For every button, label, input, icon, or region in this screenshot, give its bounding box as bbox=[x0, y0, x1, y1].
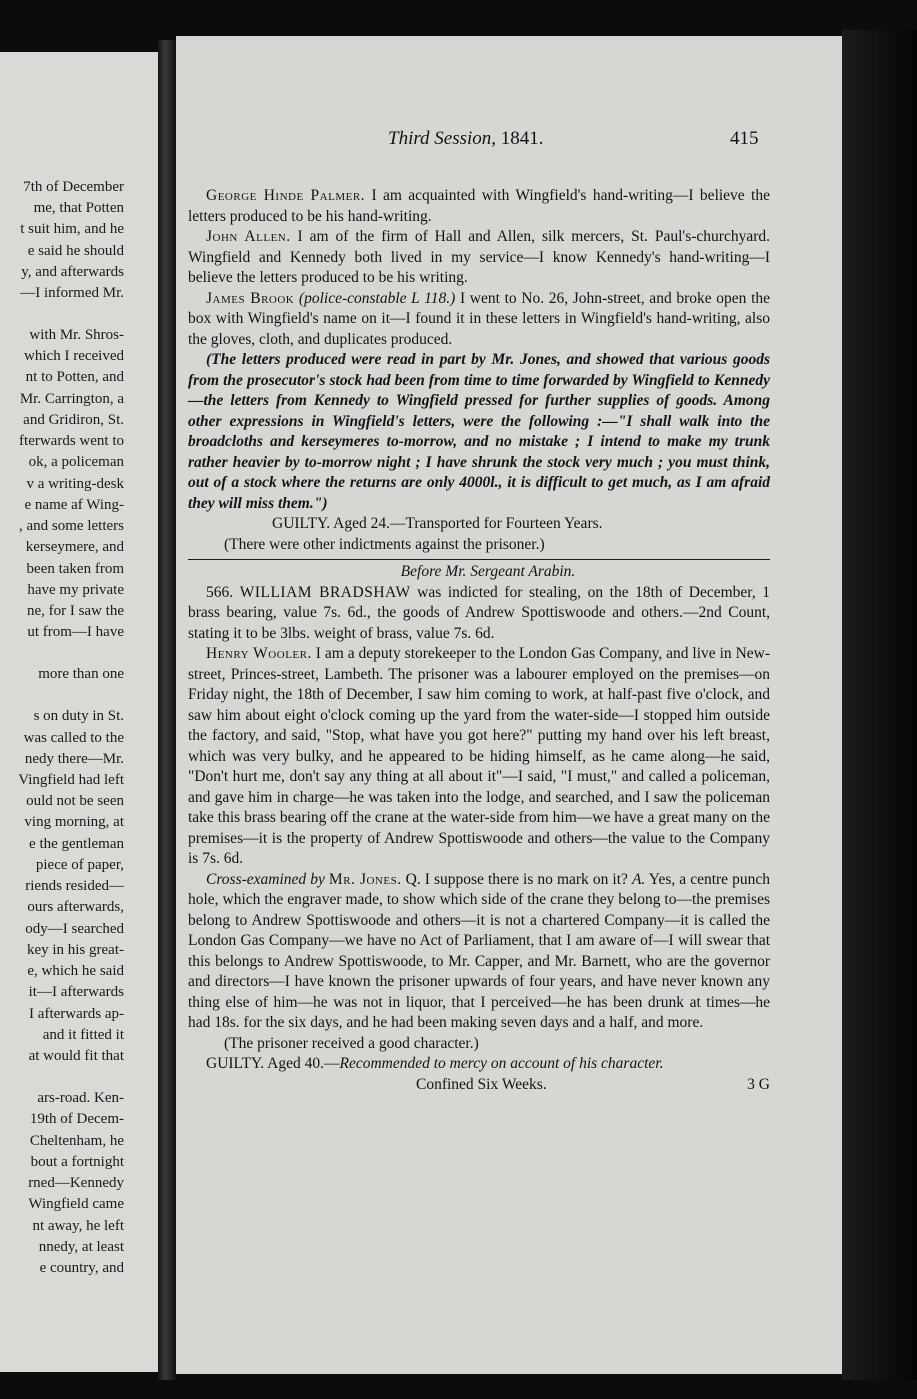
left-page-line: t suit him, and he bbox=[20, 221, 124, 237]
left-page-line: Cheltenham, he bbox=[29, 1133, 124, 1149]
case-indictment: 566. WILLIAM BRADSHAW was indicted for stealing, on the 18th of December, 1 brass bearing, value 7s. 6d., the goods of Andrew Spottiswoode and others.—2nd Count, stating it to be 3lbs. weight of brass, value 7s. 6d. bbox=[188, 583, 771, 642]
left-page-line: nnedy, at least bbox=[38, 1239, 124, 1255]
left-page-line: , and some letters bbox=[19, 518, 124, 534]
sentence-bradshaw: Confined Six Weeks. 3 G bbox=[188, 1075, 770, 1096]
verdict-wingfield: GUILTY. Aged 24.—Transported for Fourteen Years. bbox=[272, 515, 603, 532]
left-page-line: nt away, he left bbox=[32, 1218, 124, 1234]
left-page-line: it—I afterwards bbox=[28, 984, 124, 1000]
session-title: Third Session, 1841. bbox=[388, 128, 544, 149]
left-page-line: fterwards went to bbox=[19, 433, 124, 449]
left-page-line: ving morning, at bbox=[24, 814, 124, 830]
left-page-line: ok, a policeman bbox=[28, 454, 124, 470]
letters-note: (The letters produced were read in part by Mr. Jones, and showed that various goods from the prosecutor's stock had been from time to time forwarded by Wingfield to Kennedy—the letters from Kennedy to Wingfield pressed for further supplies of goods. Among other expressions in Wingfield's letters, were the following :—"I shall walk into the broadcloths and kerseymeres to-morrow, and no mistake ; I intend to make my trunk rather heavier by to-morrow night ; I have shrunk the stock very much ; you must think, out of a stock where the returns are only 4000l., it is difficult to get much, as I am afraid they will miss them.") bbox=[188, 351, 770, 512]
left-page-line: —I informed Mr. bbox=[20, 285, 124, 301]
testimony-allen: John Allen. I am of the firm of Hall and Allen, silk mercers, St. Paul's-churchyard. Wingfield and Kennedy both lived in my service—I know Kennedy's hand-writing—I believe the letters produced to be his writing. bbox=[188, 228, 770, 286]
left-page-line: y, and afterwards bbox=[21, 264, 124, 280]
judge-heading: Before Mr. Sergeant Arabin. bbox=[400, 563, 576, 580]
witness-name: George Hinde Palmer. bbox=[206, 187, 366, 204]
left-page-line: e name af Wing- bbox=[24, 497, 124, 513]
witness-name: Henry Wooler. bbox=[206, 645, 312, 662]
right-page bbox=[176, 36, 842, 1374]
left-page-line: ars-road. Ken- bbox=[37, 1090, 124, 1106]
left-page-line: been taken from bbox=[26, 561, 124, 577]
left-page-line: nedy there—Mr. bbox=[24, 751, 124, 767]
left-page-line: e, which he said bbox=[27, 963, 124, 979]
left-page-line: I afterwards ap- bbox=[29, 1006, 124, 1022]
left-page-line: rned—Kennedy bbox=[28, 1175, 124, 1191]
defendant-name: WILLIAM BRADSHAW bbox=[239, 583, 411, 601]
left-page-line: and Gridiron, St. bbox=[23, 412, 124, 428]
left-page-line: ours afterwards, bbox=[27, 899, 124, 915]
left-page-line: have my private bbox=[27, 582, 124, 598]
left-page-line: e country, and bbox=[39, 1260, 124, 1276]
testimony-brook: James Brook (police-constable L 118.) I went to No. 26, John-street, and broke open the box with Wingfield's name on it—I found it in these letters in Wingfield's hand-writing, also the gloves, cloth, and duplicates produced. bbox=[188, 289, 771, 348]
witness-role: (police-constable L 118.) bbox=[298, 289, 456, 307]
left-page-line: Wingfield came bbox=[28, 1196, 124, 1212]
left-page-line: e the gentleman bbox=[29, 836, 124, 852]
page-body bbox=[188, 186, 770, 1095]
left-page-line: v a writing-desk bbox=[26, 476, 124, 492]
left-page-line: Mr. Carrington, a bbox=[19, 391, 124, 407]
testimony-wooler: Henry Wooler. I am a deputy storekeeper to the London Gas Company, and live in New-street, Princes-street, Lambeth. The prisoner was a labourer employed on the premises—on Friday night, the 18th of December, I saw him coming to work, at half-past five o'clock, and saw him about eight o'clock coming up the yard from the water-side—I stopped him outside the factory, and said, "Stop, what have you got here?" putting my hand over his left breast, which was very bulky, and he appeared to be hiding himself, as he came along—he said, "Don't hurt me, don't say any thing at all about it"—I said, "I must," and called a policeman, and gave him in charge—he was taken into the lodge, and searched, and I saw the policeman take this brass bearing off the crane at the water-side from him—we have a great many on the premises—it is the property of Andrew Spottiswoode and others—the value to the Company is 7s. 6d. bbox=[188, 645, 771, 867]
good-character-note: (The prisoner received a good character.) bbox=[224, 1034, 479, 1052]
witness-name: James Brook bbox=[206, 289, 295, 307]
section-divider bbox=[188, 559, 770, 560]
left-page-line: ould not be seen bbox=[26, 793, 124, 809]
witness-name: John Allen. bbox=[206, 228, 291, 245]
verdict-bradshaw: GUILTY. Aged 40.—Recommended to mercy on account of his character. bbox=[206, 1055, 664, 1072]
left-page-line: more than one bbox=[38, 666, 124, 682]
page-edge-shadow bbox=[842, 30, 917, 1380]
left-page-line: ody—I searched bbox=[25, 921, 124, 937]
left-page-line: piece of paper, bbox=[35, 857, 124, 873]
left-page-line: kerseymere, and bbox=[25, 539, 124, 555]
other-indictments-note: (There were other indictments against the prisoner.) bbox=[224, 535, 545, 553]
left-page-line: was called to the bbox=[23, 730, 124, 746]
left-page-line: 7th of December bbox=[23, 179, 124, 195]
left-page-line: me, that Potten bbox=[33, 200, 124, 216]
cross-examination: Cross-examined by Mr. Jones. Q. I suppose there is no mark on it? A. Yes, a centre punch hole, which the engraver made, to show which side of the crane they belong to—the premises belong to Andrew Spottiswoode and others—it is not a chartered Company—it is called the London Gas Company—we have no Act of Parliament, that I am aware of—I will swear that this belongs to Andrew Spottiswoode, to Mr. Capper, and Mr. Barnett, who are the governor and directors—I have known the prisoner upwards of four years, and have never known any thing else of him—he was not in liquor, that I perceived—he has been drunk at times—he had 18s. for the six days, and he had been making seven days and a half, and more. bbox=[188, 870, 770, 1031]
left-page-line: which I received bbox=[24, 348, 124, 364]
left-page-line: with Mr. Shros- bbox=[29, 327, 124, 343]
left-page-line: bout a fortnight bbox=[30, 1154, 124, 1170]
left-page-line: and it fitted it bbox=[42, 1027, 124, 1043]
page-number: 415 bbox=[730, 128, 759, 149]
case-number: 566. bbox=[206, 583, 234, 601]
left-page bbox=[0, 52, 158, 1372]
left-page-line: nt to Potten, and bbox=[25, 369, 124, 385]
signature-mark: 3 G bbox=[747, 1075, 770, 1093]
left-page-line: key in his great- bbox=[26, 942, 124, 958]
left-page-line: at would fit that bbox=[28, 1048, 124, 1064]
running-header bbox=[176, 128, 776, 154]
left-page-line: e said he should bbox=[27, 243, 124, 259]
left-page-line: riends resided— bbox=[25, 878, 124, 894]
left-page-line: s on duty in St. bbox=[33, 708, 124, 724]
left-page-line: ne, for I saw the bbox=[26, 603, 124, 619]
left-page-line: ut from—I have bbox=[27, 624, 124, 640]
testimony-palmer: George Hinde Palmer. I am acquainted with Wingfield's hand-writing—I believe the letters produced to be his hand-writing. bbox=[188, 187, 770, 225]
left-page-line: Vingfield had left bbox=[18, 772, 124, 788]
left-page-line: 19th of Decem- bbox=[29, 1111, 124, 1127]
book-gutter bbox=[158, 40, 176, 1380]
